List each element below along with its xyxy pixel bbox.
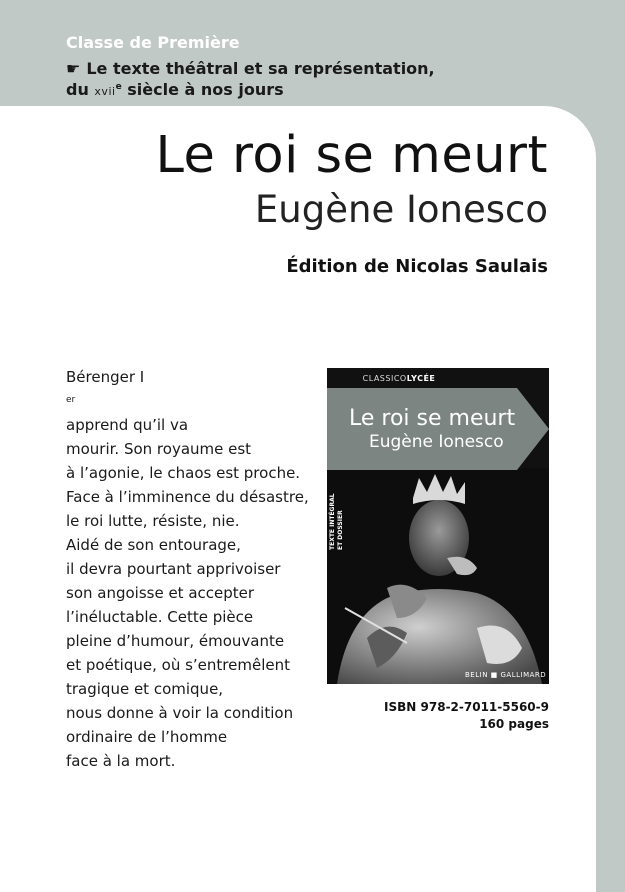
description-line: nous donne à voir la condition <box>66 704 294 722</box>
cover-side-label: TEXTE INTÉGRAL ET DOSSIER <box>329 493 344 550</box>
description-line: face à la mort. <box>66 752 176 770</box>
book-edition: Édition de Nicolas Saulais <box>286 256 548 277</box>
description-line: tragique et comique, <box>66 680 224 698</box>
page-count: 160 pages <box>479 717 549 731</box>
cover-publisher: BELIN ■ GALLIMARD <box>465 671 547 679</box>
header <box>66 33 586 102</box>
book-cover <box>327 368 549 684</box>
description-line: à l’agonie, le chaos est proche. <box>66 464 301 482</box>
description-line: Bérenger I $^{er}$ apprend qu’il va <box>66 368 189 434</box>
description-line: le roi lutte, résiste, nie. <box>66 512 240 530</box>
book-author: Eugène Ionesco <box>254 188 548 231</box>
theme-line-1: Le texte théâtral et sa représentation, <box>86 59 435 78</box>
cover-series: CLASSICOLYCÉE <box>362 374 436 383</box>
description-line: mourir. Son royaume est <box>66 440 252 458</box>
description-line: ordinaire de l’homme <box>66 728 228 746</box>
theme-heading <box>66 58 586 102</box>
theme-century: xvii <box>94 85 116 98</box>
book-description <box>66 365 316 773</box>
theme-line-2-suffix: siècle à nos jours <box>121 80 284 99</box>
cover-title: Le roi se meurt <box>349 406 516 431</box>
description-line: pleine d’humour, émouvante <box>66 632 285 650</box>
description-line: Aidé de son entourage, <box>66 536 241 554</box>
pointing-hand-icon: ☛ <box>66 59 81 78</box>
isbn: ISBN 978-2-7011-5560-9 <box>384 700 549 714</box>
description-line: son angoisse et accepter <box>66 584 255 602</box>
cover-author: Eugène Ionesco <box>369 432 504 452</box>
class-label: Classe de Première <box>66 33 240 52</box>
king-portrait-photo <box>327 468 549 684</box>
description-line: et poétique, où s’entremêlent <box>66 656 290 674</box>
description-line: l’inéluctable. Cette pièce <box>66 608 254 626</box>
theme-line-2-prefix: du <box>66 80 95 99</box>
book-title: Le roi se meurt <box>155 126 548 185</box>
content-panel <box>0 106 596 892</box>
description-line: Face à l’imminence du désastre, <box>66 488 309 506</box>
theme-century-sup: e <box>115 82 122 92</box>
description-line: il devra pourtant apprivoiser <box>66 560 281 578</box>
